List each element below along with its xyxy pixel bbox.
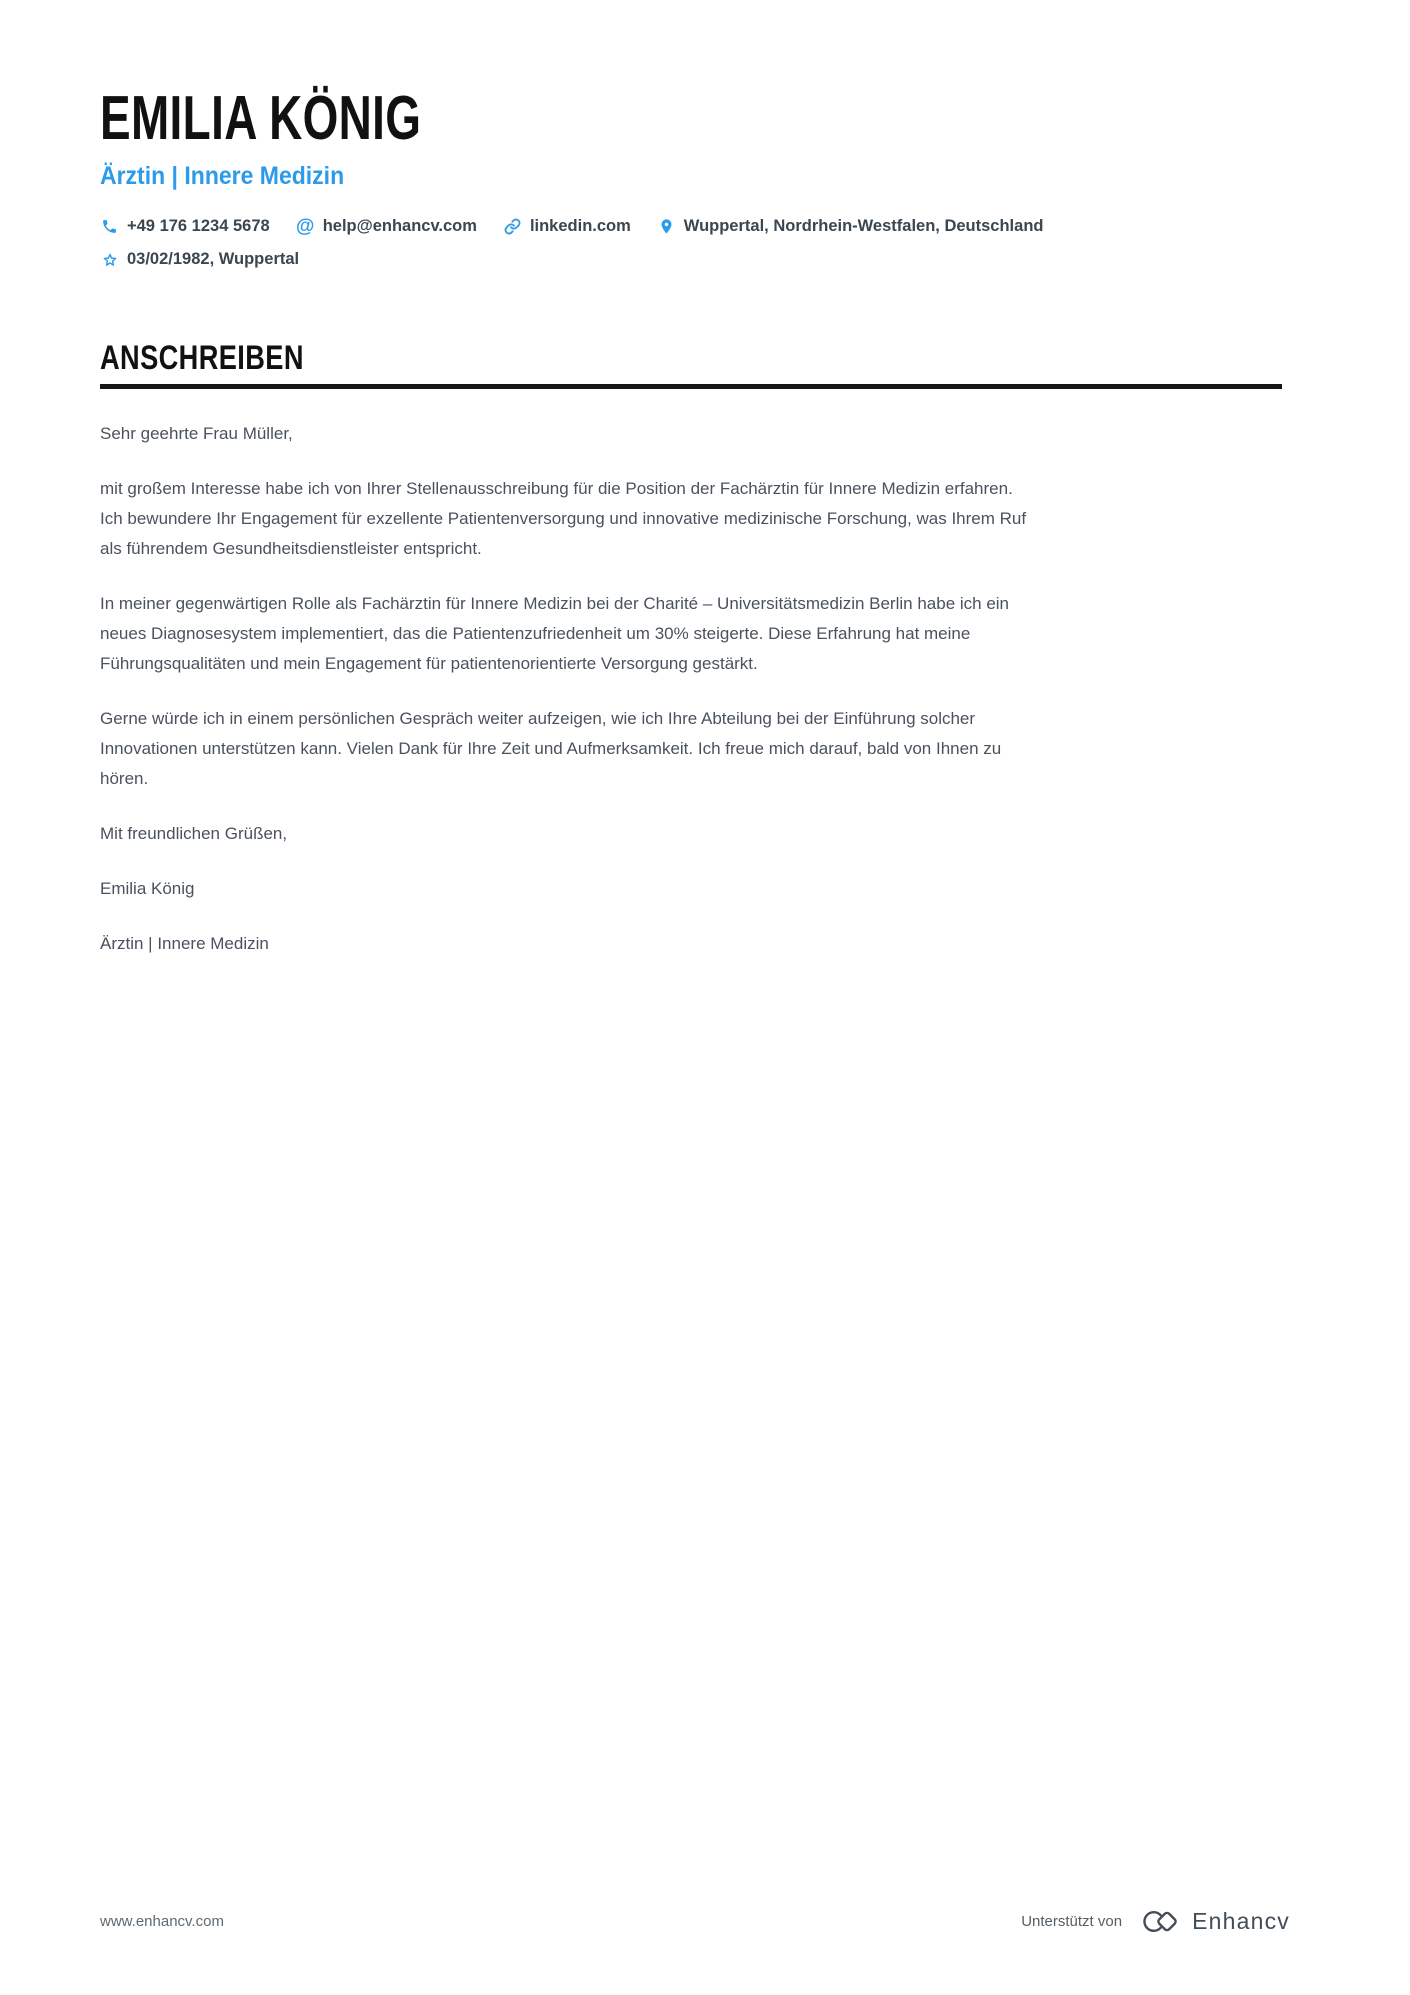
- linkedin-url: linkedin.com: [529, 217, 631, 235]
- letter-greeting: Sehr geehrte Frau Müller,: [100, 423, 293, 443]
- contact-linkedin[interactable]: [503, 217, 631, 236]
- person-name: EMILIA KÖNIG: [100, 84, 422, 153]
- footer-website-link[interactable]: www.enhancv.com: [100, 1913, 224, 1930]
- contact-row-primary: [100, 217, 1282, 236]
- section-header-anschreiben: [100, 341, 1282, 389]
- phone-icon: [100, 217, 119, 236]
- person-job-title: Ärztin | Innere Medizin: [100, 162, 345, 190]
- contact-email[interactable]: [296, 217, 477, 236]
- location-text: Wuppertal, Nordrhein-Westfalen, Deutschland: [683, 217, 1044, 235]
- footer-brand-block[interactable]: [1021, 1908, 1290, 1935]
- cover-letter-body: [100, 419, 1040, 959]
- contact-location: [657, 217, 1044, 236]
- page-content: [0, 0, 1410, 959]
- letter-closing: Mit freundlichen Grüßen,: [100, 823, 288, 843]
- star-icon: [100, 250, 119, 269]
- email-icon: @: [295, 216, 315, 237]
- section-title: ANSCHREIBEN: [100, 339, 304, 377]
- page-footer: [100, 1908, 1290, 1935]
- contact-phone: [100, 217, 270, 236]
- enhancv-logo-icon: [1134, 1908, 1180, 1935]
- letter-signature-title: Ärztin | Innere Medizin: [100, 933, 269, 953]
- letter-signature-name: Emilia König: [100, 878, 195, 898]
- enhancv-wordmark: Enhancv: [1192, 1908, 1290, 1934]
- phone-number: +49 176 1234 5678: [127, 217, 270, 235]
- location-icon: [657, 217, 676, 236]
- contact-birthdate: [100, 250, 299, 269]
- powered-by-label: Unterstützt von: [1021, 1913, 1123, 1930]
- link-icon: [503, 217, 522, 236]
- letter-paragraph: In meiner gegenwärtigen Rolle als Fachärztin für Innere Medizin bei der Charité – Universitätsmedizin Berlin habe ich ein neues Diagnosesystem implementiert, das die Patientenzufriedenheit um 30% steigerte. Diese Erfahrung hat meine Führungsqualitäten und mein Engagement für patientenorientierte Versorgung gestärkt.: [100, 593, 1010, 673]
- letter-paragraph: mit großem Interesse habe ich von Ihrer Stellenausschreibung für die Position der Fachärztin für Innere Medizin erfahren. Ich bewundere Ihr Engagement für exzellente Patientenversorgung und innovative medizinische Forschung, was Ihrem Ruf als führendem Gesundheitsdienstleister entspricht.: [100, 478, 1027, 558]
- birthdate-text: 03/02/1982, Wuppertal: [127, 250, 300, 268]
- contact-row-secondary: [100, 250, 1282, 269]
- letter-paragraph: Gerne würde ich in einem persönlichen Gespräch weiter aufzeigen, wie ich Ihre Abteilung bei der Einführung solcher Innovationen unterstützen kann. Vielen Dank für Ihre Zeit und Aufmerksamkeit. Ich freue mich darauf, bald von Ihnen zu hören.: [100, 708, 1002, 788]
- email-address: help@enhancv.com: [322, 217, 477, 235]
